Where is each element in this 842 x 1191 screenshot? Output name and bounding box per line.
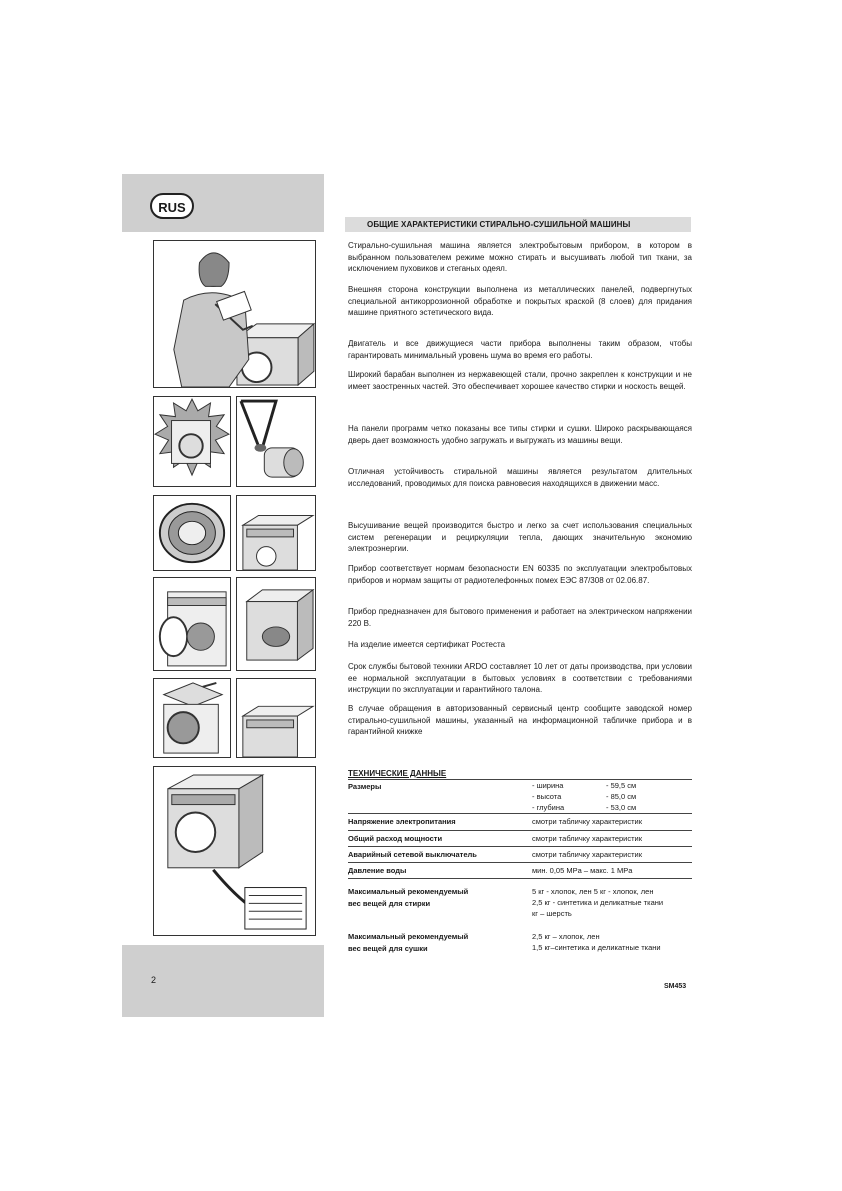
paragraph: Прибор соответствует нормам безопасности EN 60335 по эксплуатации электробытовых приборов и нормам защиты от радиотелефонных помех EЭС 87/308 от 02.06.87. [348,564,692,585]
tech-title: ТЕХНИЧЕСКИЕ ДАННЫЕ [348,769,447,778]
paragraph: Прибор предназначен для бытового применения и работает на электрическом напряжении 220 В. [348,607,692,628]
divider [348,846,692,847]
row-value: 2,5 кг - синтетика и деликатные ткани [532,898,664,907]
divider [348,862,692,863]
divider [348,830,692,831]
row-value: смотри табличку характеристик [532,834,643,843]
paragraph: Широкий барабан выполнен из нержавеющей стали, прочно закреплен к конструкции и не имеет заостренных частей. Это обеспечивает хорошее качество стирки и носкость вещей. [348,370,692,391]
illustration-machine-front [236,678,316,758]
row-value: кг – шерсть [532,909,572,918]
row-value: мин. 0,05 MPa – макс. 1 MPa [532,866,633,875]
row-label: Общий расход мощности [348,834,443,843]
row-label: Аварийный сетевой выключатель [348,850,477,859]
paragraph: В случае обращения в авторизованный сервисный центр сообщите заводской номер стирально-сушильной машины, указанный на информационной табличке прибора и в гарантийной книжке [348,704,692,737]
row-value: смотри табличку характеристик [532,817,643,826]
paragraph: Двигатель и все движущиеся части прибора выполнены таким образом, чтобы гарантировать минимальный уровень шума во время его работы. [348,339,692,360]
paragraph: Срок службы бытовой техники ARDO составляет 10 лет от даты производства, при условии ее нормальной эксплуатации в бытовых условиях в соответствии с требованиями инструкции по эксплуатации и гарантийного талона. [348,662,692,695]
paragraph: Внешняя сторона конструкции выполнена из металлических панелей, подвергнутых специальной антикоррозионной обработке и покрытых краской (8 слоев) для придания машине приятного эстетического вида. [348,285,692,318]
illustration-rating-plate [153,766,316,936]
divider [348,878,692,879]
row-label: вес вещей для сушки [348,944,428,953]
illustration-machine-back [236,577,316,671]
language-badge: RUS [150,193,194,219]
row-label: Максимальный рекомендуемый [348,932,469,941]
paragraph: На изделие имеется сертификат Ростеста [348,640,506,649]
row-label: Максимальный рекомендуемый [348,887,469,896]
paragraph: Отличная устойчивость стиральной машины является результатом длительных исследований, проводимых для поиска равновесия находящихся в движении масс. [348,467,692,488]
illustration-control-panel [236,495,316,571]
row-label: Давление воды [348,866,407,875]
row-label: вес вещей для стирки [348,899,431,908]
illustration-machine-lid [153,678,231,758]
section-title: ОБЩИЕ ХАРАКТЕРИСТИКИ СТИРАЛЬНО-СУШИЛЬНОЙ МАШИНЫ [345,217,691,232]
paragraph: Стирально-сушильная машина является электробытовым прибором, в котором в выбранном пользователем режиме можно стирать и высушивать любой тип ткани, за исключением пуховиков и стеганых одеял. [348,241,692,274]
illustration-motor-belt [236,396,316,487]
paragraph: На панели программ четко показаны все типы стирки и сушки. Широко раскрывающаяся дверь дает возможность удобно загружать и выгружать из машины вещи. [348,424,692,445]
row-value: 5 кг - хлопок, лен 5 кг - хлопок, лен [532,887,654,896]
dimensions-label: Размеры [348,782,382,791]
illustration-drum [153,495,231,571]
paragraph: Высушивание вещей производится быстро и легко за счет использования специальных систем регенерации и рециркуляции тепла, дающих значительную экономию электроэнергии. [348,521,692,554]
illustration-open-door [153,577,231,671]
illustration-noise-machine [153,396,231,487]
page-number: 2 [151,975,157,985]
row-value: 1,5 кг–синтетика и деликатные ткани [532,943,661,952]
row-value: 2,5 кг – хлопок, лен [532,932,600,941]
illustration-woman-with-machine [153,240,316,388]
row-label: Напряжение электропитания [348,817,456,826]
divider [348,813,692,814]
divider [348,779,692,780]
row-value: смотри табличку характеристик [532,850,643,859]
document-code: SM453 [664,983,687,990]
table-row: Размеры - ширина - 59,5 см - высота - 85,0 см - глубина - 53,0 см [348,781,637,812]
